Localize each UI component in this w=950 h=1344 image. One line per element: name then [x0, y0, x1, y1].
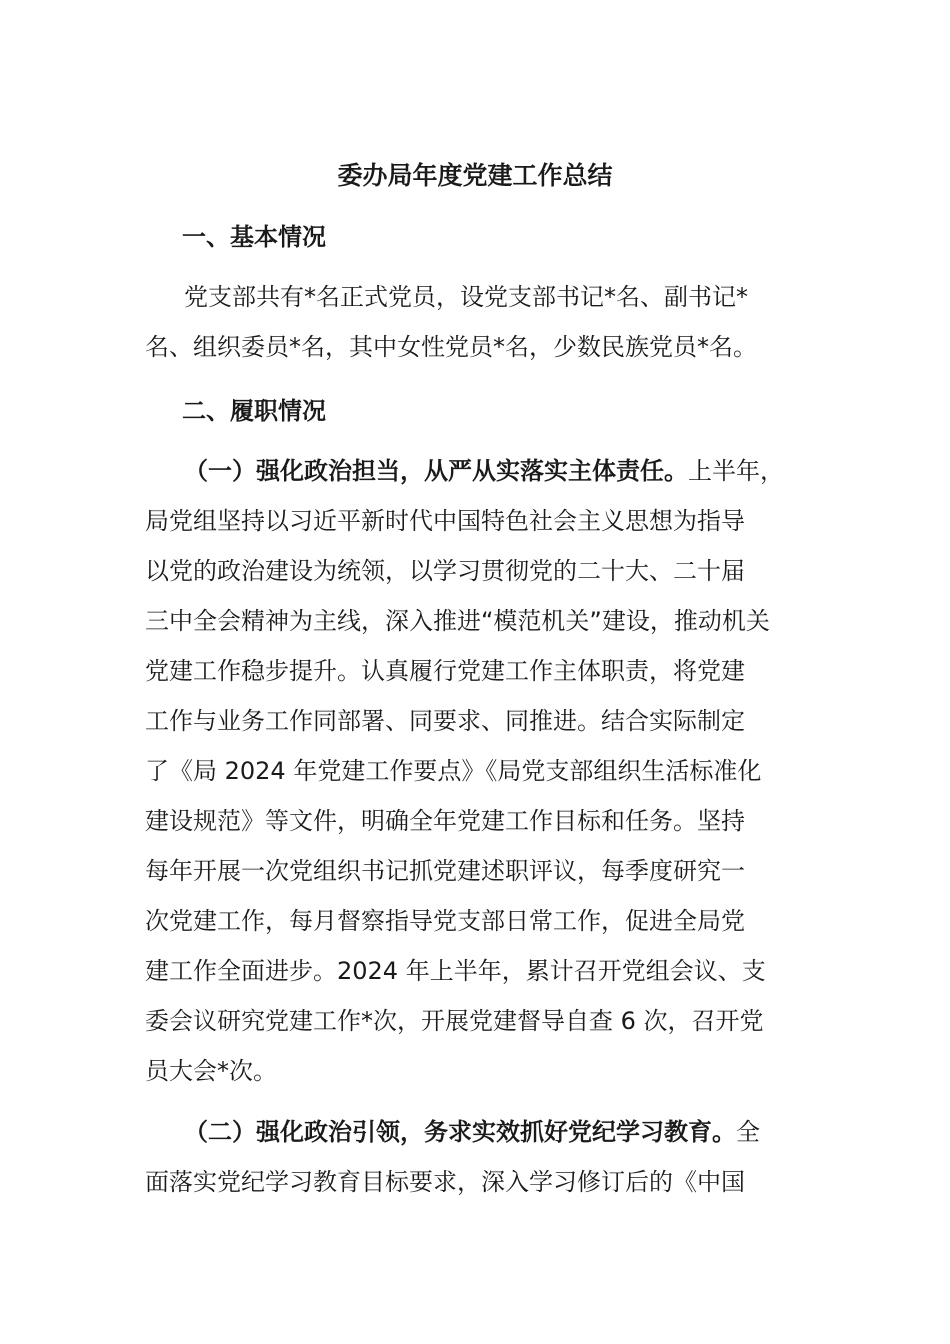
paragraph-line: 三中全会精神为主线，深入推进“模范机关”建设，推动机关 — [145, 607, 770, 635]
paragraph-line: 党支部共有*名正式党员，设党支部书记*名、副书记* — [184, 283, 748, 311]
paragraph-line: 党建工作稳步提升。认真履行党建工作主体职责，将党建 — [145, 657, 745, 685]
paragraph-line: 工作与业务工作同部署、同要求、同推进。结合实际制定 — [145, 707, 745, 735]
document-title: 委办局年度党建工作总结 — [337, 161, 613, 190]
paragraph-line: 每年开展一次党组织书记抓党建述职评议，每季度研究一 — [145, 857, 745, 885]
paragraph-first-line — [145, 446, 835, 496]
paragraph-line: 局党组坚持以习近平新时代中国特色社会主义思想为指导 — [145, 507, 745, 535]
paragraph-basic-situation — [145, 272, 835, 372]
paragraph-lead-rest: 上半年， — [688, 457, 784, 485]
paragraph-line: 委会议研究党建工作*次，开展党建督导自查 6 次，召开党 — [145, 1007, 764, 1035]
section-heading-basic-situation: 一、基本情况 — [182, 223, 326, 251]
paragraph-political-responsibility — [145, 446, 835, 1096]
paragraph-line: 建设规范》等文件，明确全年党建工作目标和任务。坚持 — [145, 807, 745, 835]
paragraph-lead-rest: 全 — [736, 1118, 760, 1146]
section-heading-duty-performance: 二、履职情况 — [182, 397, 326, 425]
paragraph-lead-bold: （一）强化政治担当，从严从实落实主体责任。 — [184, 457, 688, 485]
paragraph-political-guidance — [145, 1107, 835, 1207]
paragraph-line: 了《局 2024 年党建工作要点》《局党支部组织生活标准化 — [145, 757, 762, 785]
paragraph-line: 员大会*次。 — [145, 1057, 277, 1085]
paragraph-line: 建工作全面进步。2024 年上半年，累计召开党组会议、支 — [145, 957, 766, 985]
paragraph-first-line — [145, 1107, 835, 1157]
paragraph-lead-bold: （二）强化政治引领，务求实效抓好党纪学习教育。 — [184, 1118, 736, 1146]
paragraph-line: 名、组织委员*名，其中女性党员*名，少数民族党员*名。 — [145, 333, 757, 361]
paragraph-line: 以党的政治建设为统领，以学习贯彻党的二十大、二十届 — [145, 557, 745, 585]
paragraph-line: 面落实党纪学习教育目标要求，深入学习修订后的《中国 — [145, 1168, 745, 1196]
paragraph-line: 次党建工作，每月督察指导党支部日常工作，促进全局党 — [145, 907, 745, 935]
